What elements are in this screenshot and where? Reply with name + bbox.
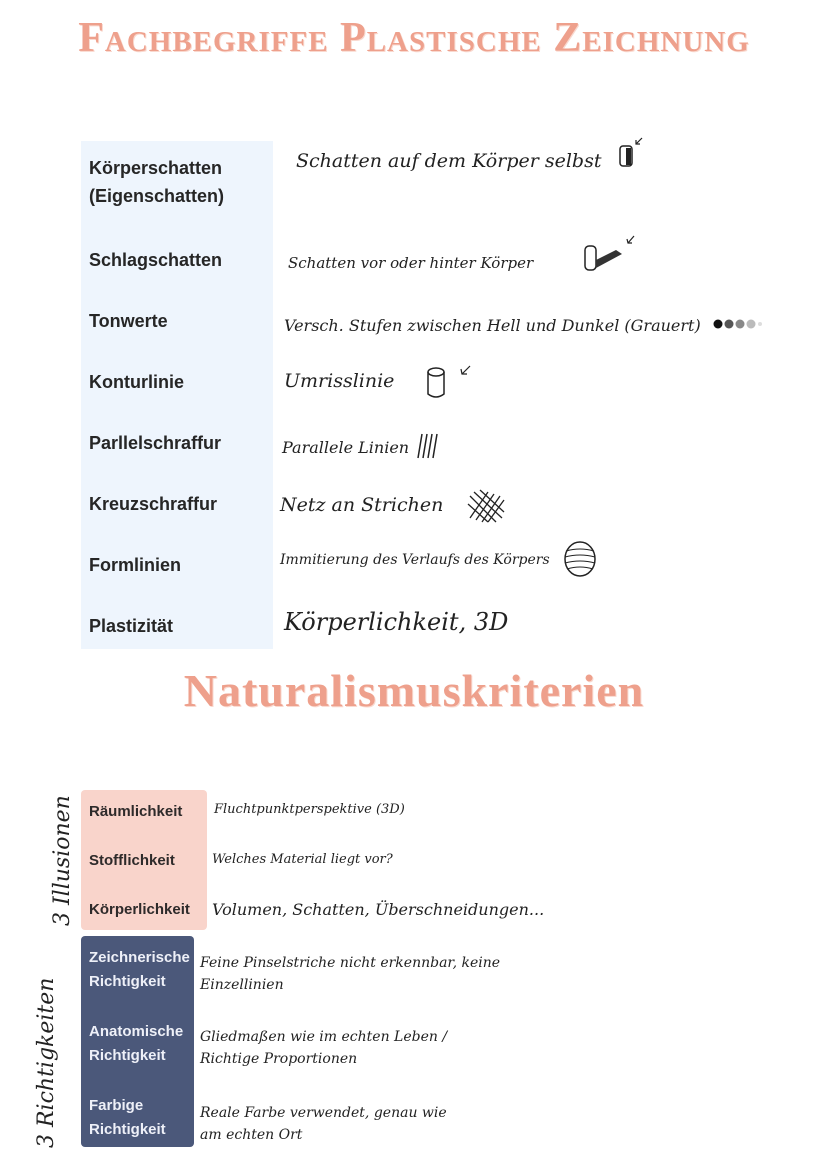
criterion-anatomische-richtigkeit: Anatomische Richtigkeit bbox=[89, 1023, 184, 1064]
definition-stofflichkeit: Welches Material liegt vor? bbox=[212, 852, 393, 867]
definition-koerperlichkeit: Volumen, Schatten, Überschneidungen... bbox=[212, 900, 545, 919]
form-lines-ball-icon bbox=[562, 540, 598, 578]
term-parallelschraffur: Parllelschraffur bbox=[89, 433, 222, 453]
term-tonwerte: Tonwerte bbox=[89, 311, 168, 331]
definition-kreuzschraffur: Netz an Strichen bbox=[280, 494, 444, 516]
criterion-farbige-richtigkeit: Farbige Richtigkeit bbox=[89, 1097, 166, 1138]
definition-schlagschatten: Schatten vor oder hinter Körper bbox=[288, 254, 534, 272]
definition-tonwerte: Versch. Stufen zwischen Hell und Dunkel (Grauert) bbox=[284, 316, 701, 335]
criterion-zeichnerische-richtigkeit: Zeichnerische Richtigkeit bbox=[89, 949, 190, 990]
outline-cylinder-icon bbox=[424, 362, 476, 402]
parallel-hatch-icon bbox=[414, 432, 440, 460]
term-kreuzschraffur: Kreuzschraffur bbox=[89, 494, 218, 514]
cylinder-shadow-icon bbox=[614, 136, 644, 172]
definition-plastizitaet: Körperlichkeit, 3D bbox=[284, 608, 509, 636]
definition-raeumlichkeit: Fluchtpunktperspektive (3D) bbox=[214, 802, 405, 817]
term-koerperschatten: Körperschatten (Eigenschatten) bbox=[89, 158, 225, 206]
definition-anatomische-richtigkeit: Gliedmaßen wie im echten Leben / Richtige Proportionen bbox=[200, 1029, 448, 1067]
term-formlinien: Formlinien bbox=[89, 555, 182, 575]
cross-hatch-icon bbox=[466, 488, 506, 524]
definition-parallelschraffur: Parallele Linien bbox=[282, 438, 410, 457]
title-naturalismuskriterien: Naturalismuskriterien bbox=[183, 665, 645, 716]
criterion-koerperlichkeit: Körperlichkeit bbox=[89, 901, 190, 918]
definition-formlinien: Immitierung des Verlaufs des Körpers bbox=[280, 552, 550, 568]
title-fachbegriffe: Fachbegriffe Plastische Zeichnung bbox=[78, 15, 750, 61]
definition-zeichnerische-richtigkeit: Feine Pinselstriche nicht erkennbar, keine Einzellinien bbox=[200, 955, 501, 993]
definition-konturlinie: Umrisslinie bbox=[284, 370, 395, 392]
cast-shadow-icon bbox=[582, 234, 638, 274]
richtigkeiten-side-label: 3 Richtigkeiten bbox=[34, 977, 59, 1148]
definition-farbige-richtigkeit: Reale Farbe verwendet, genau wie am echten Ort bbox=[200, 1105, 447, 1143]
illusionen-side-label: 3 Illusionen bbox=[50, 795, 75, 926]
definition-koerperschatten: Schatten auf dem Körper selbst bbox=[296, 150, 602, 172]
criterion-stofflichkeit: Stofflichkeit bbox=[89, 852, 175, 869]
criterion-raeumlichkeit: Räumlichkeit bbox=[89, 803, 183, 820]
tone-dots-icon bbox=[712, 316, 762, 332]
term-konturlinie: Konturlinie bbox=[89, 372, 184, 392]
term-plastizitaet: Plastizität bbox=[89, 616, 174, 636]
term-schlagschatten: Schlagschatten bbox=[89, 250, 223, 270]
